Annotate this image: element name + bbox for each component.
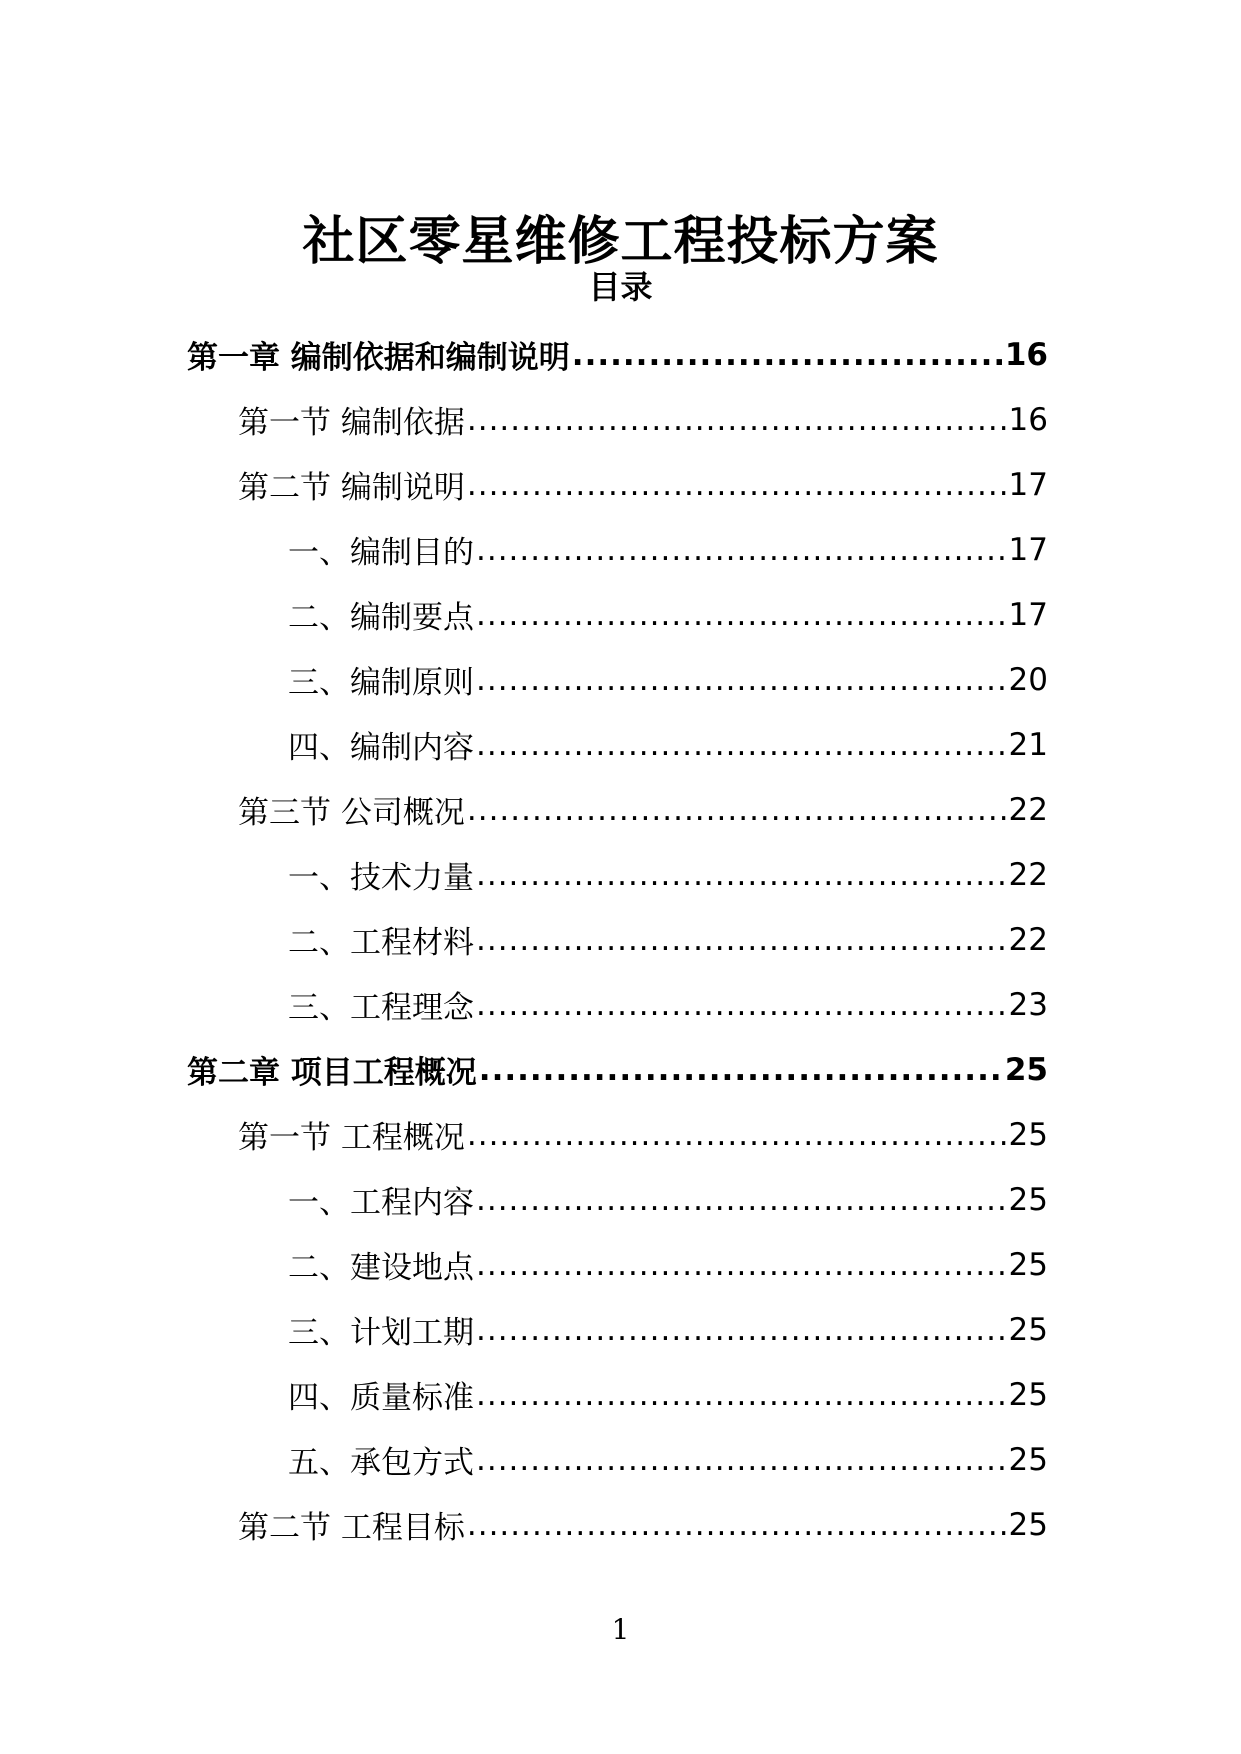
toc-entry-page: 25 — [1008, 1311, 1048, 1348]
toc-dot-leader — [476, 1182, 1007, 1218]
toc-entry-subsection[interactable] — [0, 842, 1241, 907]
document-title: 社区零星维修工程投标方案 — [302, 211, 939, 272]
toc-dot-leader — [476, 987, 1007, 1023]
toc-entry-label: 二、编制要点 — [288, 600, 474, 636]
toc-dot-leader — [467, 1507, 1007, 1543]
page-number: 1 — [611, 1613, 630, 1646]
toc-dot-leader — [479, 1052, 1003, 1088]
toc-entry-section[interactable] — [0, 1102, 1241, 1167]
toc-entry-page: 25 — [1008, 1181, 1048, 1218]
toc-entry-section[interactable] — [0, 387, 1241, 452]
toc-entry-label: 三、计划工期 — [288, 1315, 474, 1351]
toc-entry-label: 一、工程内容 — [288, 1185, 474, 1221]
toc-entry-page: 22 — [1008, 791, 1048, 828]
toc-dot-leader — [476, 922, 1007, 958]
toc-entry-subsection[interactable] — [0, 1232, 1241, 1297]
toc-entry-page: 25 — [1004, 1051, 1048, 1088]
toc-entry-subsection[interactable] — [0, 712, 1241, 777]
toc-entry-label: 四、质量标准 — [288, 1380, 474, 1416]
toc-entry-page: 22 — [1008, 856, 1048, 893]
toc-dot-leader — [476, 727, 1007, 763]
table-of-contents — [0, 322, 1241, 1557]
toc-entry-page: 17 — [1008, 596, 1048, 633]
toc-dot-leader — [467, 467, 1007, 503]
toc-entry-label: 第二节 工程目标 — [238, 1510, 465, 1546]
toc-entry-label: 第三节 公司概况 — [238, 795, 465, 831]
toc-entry-page: 25 — [1008, 1376, 1048, 1413]
toc-entry-section[interactable] — [0, 1492, 1241, 1557]
toc-entry-page: 25 — [1008, 1506, 1048, 1543]
toc-entry-label: 一、编制目的 — [288, 535, 474, 571]
toc-entry-subsection[interactable] — [0, 582, 1241, 647]
toc-dot-leader — [476, 857, 1007, 893]
toc-dot-leader — [467, 1117, 1007, 1153]
toc-entry-page: 16 — [1004, 336, 1048, 373]
toc-entry-page: 25 — [1008, 1441, 1048, 1478]
toc-entry-label: 三、工程理念 — [288, 990, 474, 1026]
toc-entry-subsection[interactable] — [0, 647, 1241, 712]
toc-dot-leader — [476, 1377, 1007, 1413]
toc-entry-label: 第一章 编制依据和编制说明 — [187, 340, 570, 376]
toc-entry-section[interactable] — [0, 452, 1241, 517]
toc-entry-page: 16 — [1008, 401, 1048, 438]
toc-dot-leader — [476, 1312, 1007, 1348]
toc-entry-subsection[interactable] — [0, 972, 1241, 1037]
toc-entry-subsection[interactable] — [0, 907, 1241, 972]
toc-entry-page: 25 — [1008, 1246, 1048, 1283]
toc-entry-chapter-1[interactable] — [0, 322, 1241, 387]
toc-heading: 目录 — [588, 268, 653, 306]
toc-entry-label: 第一节 编制依据 — [238, 405, 465, 441]
toc-dot-leader — [476, 1442, 1007, 1478]
toc-entry-label: 三、编制原则 — [288, 665, 474, 701]
toc-entry-page: 17 — [1008, 466, 1048, 503]
toc-entry-label: 第二章 项目工程概况 — [187, 1055, 477, 1091]
toc-entry-page: 23 — [1008, 986, 1048, 1023]
toc-entry-label: 四、编制内容 — [288, 730, 474, 766]
toc-entry-section[interactable] — [0, 777, 1241, 842]
toc-dot-leader — [476, 532, 1007, 568]
toc-dot-leader — [467, 402, 1007, 438]
toc-dot-leader — [476, 662, 1007, 698]
toc-dot-leader — [476, 597, 1007, 633]
toc-entry-label: 第二节 编制说明 — [238, 470, 465, 506]
toc-entry-page: 25 — [1008, 1116, 1048, 1153]
toc-entry-label: 二、建设地点 — [288, 1250, 474, 1286]
toc-dot-leader — [572, 337, 1003, 373]
toc-dot-leader — [476, 1247, 1007, 1283]
toc-entry-subsection[interactable] — [0, 1362, 1241, 1427]
toc-entry-label: 五、承包方式 — [288, 1445, 474, 1481]
toc-entry-page: 21 — [1008, 726, 1048, 763]
toc-entry-subsection[interactable] — [0, 1427, 1241, 1492]
toc-entry-chapter-2[interactable] — [0, 1037, 1241, 1102]
toc-entry-subsection[interactable] — [0, 1167, 1241, 1232]
toc-entry-subsection[interactable] — [0, 517, 1241, 582]
toc-entry-label: 第一节 工程概况 — [238, 1120, 465, 1156]
toc-entry-page: 22 — [1008, 921, 1048, 958]
toc-entry-label: 二、工程材料 — [288, 925, 474, 961]
toc-entry-subsection[interactable] — [0, 1297, 1241, 1362]
toc-entry-page: 20 — [1008, 661, 1048, 698]
toc-entry-label: 一、技术力量 — [288, 860, 474, 896]
toc-entry-page: 17 — [1008, 531, 1048, 568]
toc-dot-leader — [467, 792, 1007, 828]
